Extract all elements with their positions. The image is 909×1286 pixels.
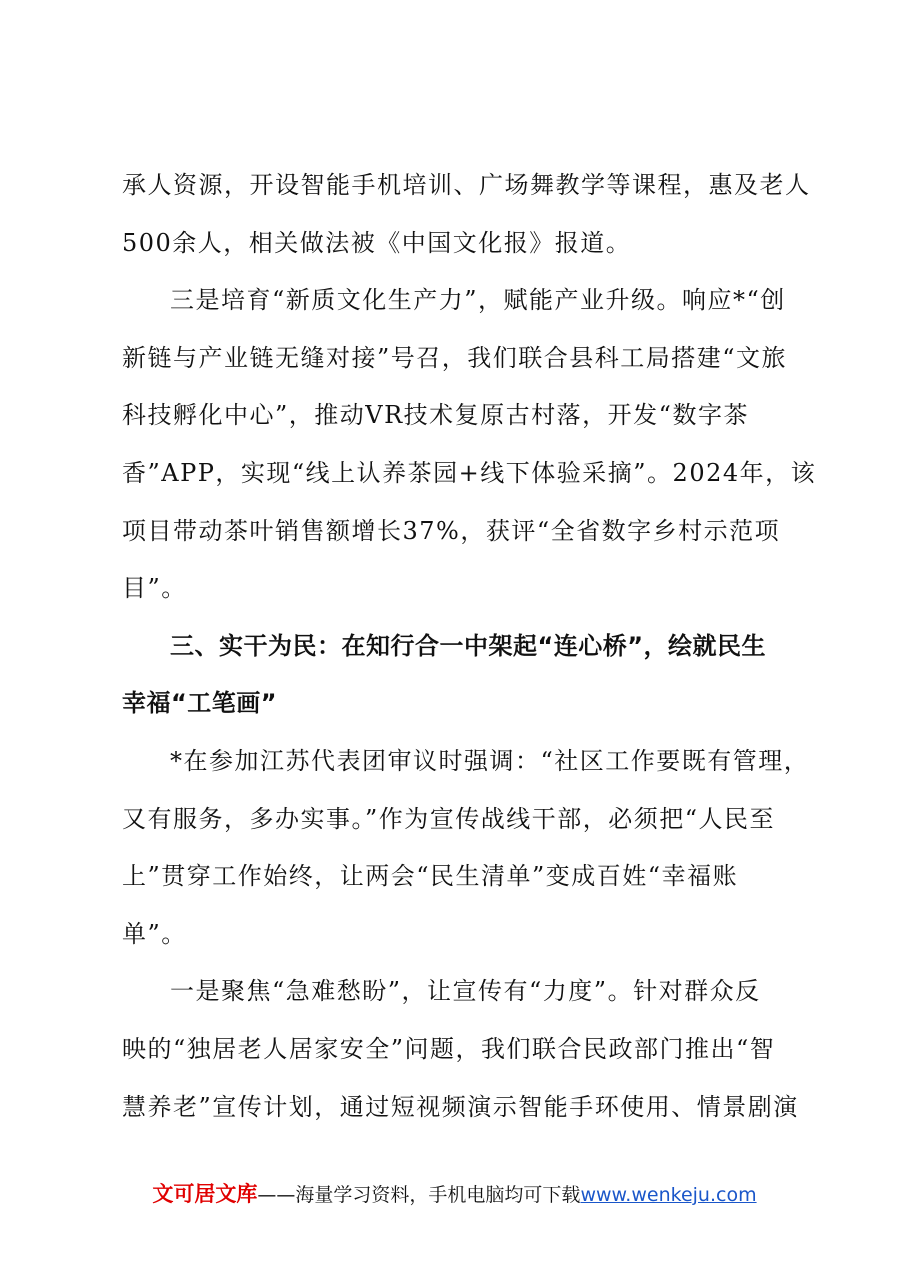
paragraph-line: 科技孵化中心”，推动VR技术复原古村落，开发“数字茶 [122, 401, 749, 430]
paragraph-line: 慧养老”宣传计划，通过短视频演示智能手环使用、情景剧演 [122, 1092, 799, 1121]
footer-banner [0, 1180, 909, 1209]
paragraph-line: 项目带动茶叶销售额增长37%，获评“全省数字乡村示范项 [122, 516, 781, 545]
section-heading-line: 幸福“工笔画” [122, 689, 278, 718]
paragraph-line: 映的“独居老人居家安全”问题，我们联合民政部门推出“智 [122, 1034, 776, 1063]
paragraph-line: 香”APP，实现“线上认养茶园+线下体验采摘”。2024年，该 [122, 458, 817, 487]
paragraph-line: 三是培育“新质文化生产力”，赋能产业升级。响应*“创 [170, 286, 786, 315]
paragraph-line: 承人资源，开设智能手机培训、广场舞教学等课程，惠及老人 [122, 171, 811, 199]
paragraph-line: 一是聚焦“急难愁盼”，让宣传有“力度”。针对群众反 [170, 977, 761, 1006]
footer-url-link[interactable]: www.wenkeju.com [580, 1184, 757, 1206]
paragraph-line: 又有服务，多办实事。”作为宣传战线干部，必须把“人民至 [122, 804, 776, 833]
paragraph-line: 新链与产业链无缝对接”号召，我们联合县科工局搭建“文旅 [122, 343, 788, 372]
paragraph-line: *在参加江苏代表团审议时强调：“社区工作要既有管理， [170, 746, 810, 775]
section-heading-line: 三、实干为民：在知行合一中架起“连心桥”，绘就民生 [170, 631, 767, 660]
paragraph-line: 500余人，相关做法被《中国文化报》报道。 [122, 228, 632, 257]
paragraph-line: 目”。 [122, 574, 187, 603]
footer-brand: 文可居文库 [152, 1182, 258, 1206]
paragraph-line: 上”贯穿工作始终，让两会“民生清单”变成百姓“幸福账 [122, 862, 739, 891]
paragraph-line: 单”。 [122, 919, 187, 948]
document-body [122, 157, 817, 1136]
footer-tagline: ——海量学习资料，手机电脑均可下载 [257, 1184, 581, 1206]
